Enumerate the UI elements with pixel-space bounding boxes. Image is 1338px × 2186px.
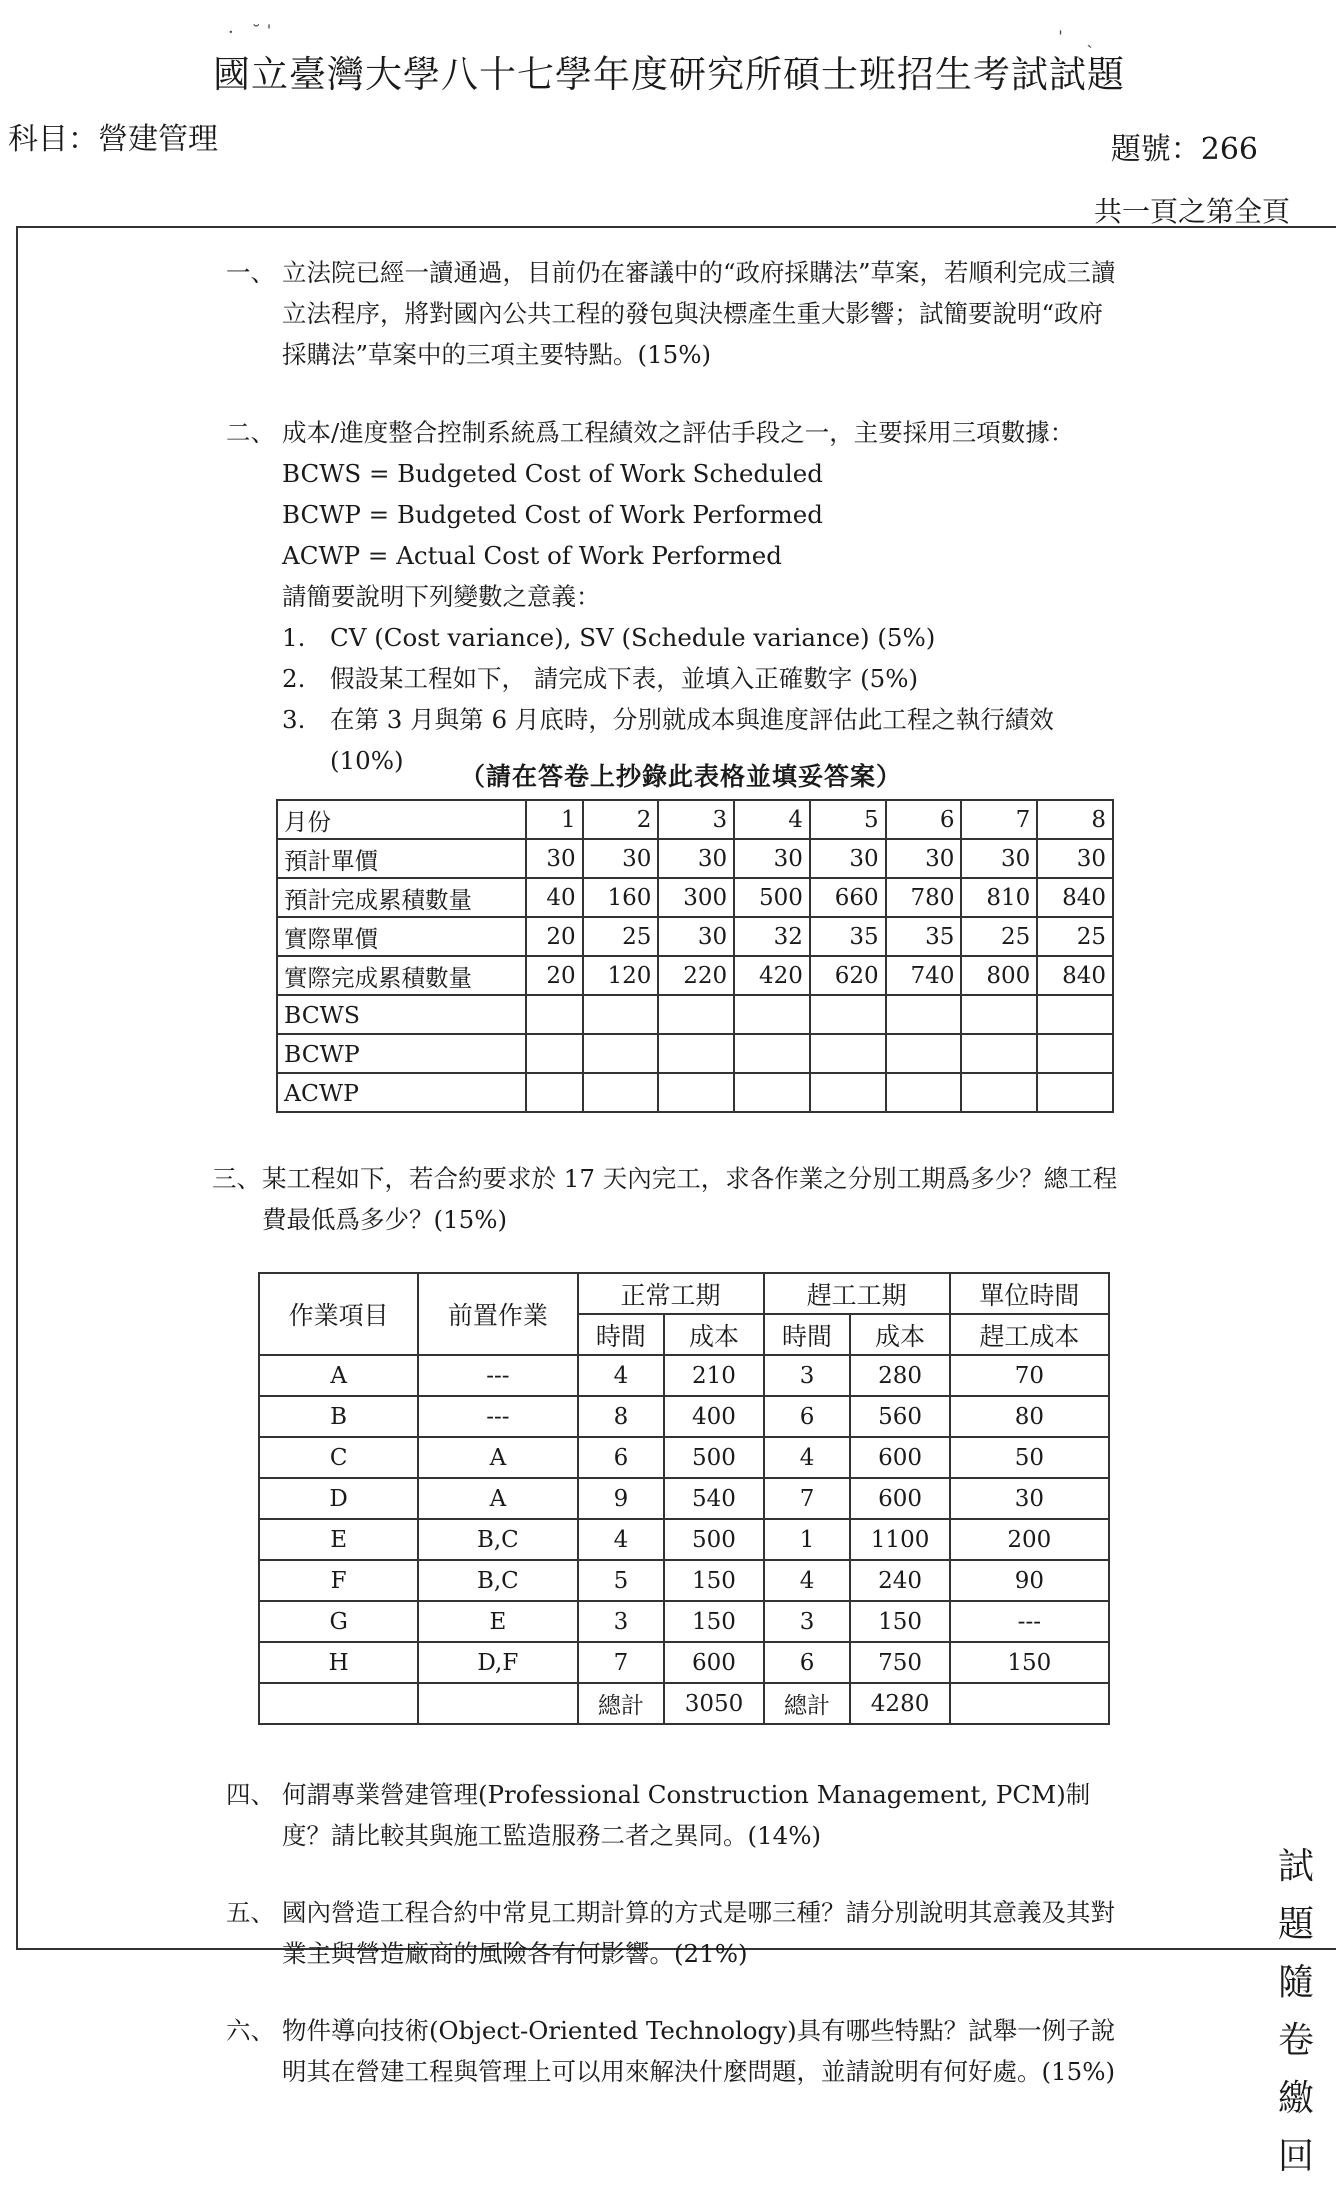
table-cell: 30 xyxy=(1037,839,1113,878)
table-cell xyxy=(526,1034,583,1073)
crashing-table xyxy=(258,1272,1110,1725)
table-cell: 25 xyxy=(1037,917,1113,956)
table-cell: 500 xyxy=(664,1519,763,1560)
table-cell: 6 xyxy=(578,1437,665,1478)
table-cell: 420 xyxy=(734,956,810,995)
table-cell xyxy=(1037,1034,1113,1073)
table-cell: G xyxy=(259,1601,418,1642)
table-cell: 30 xyxy=(886,839,962,878)
row-header: 實際單價 xyxy=(277,917,526,956)
table-cell xyxy=(734,995,810,1034)
table-cell xyxy=(950,1683,1109,1724)
table-cell: 150 xyxy=(850,1601,949,1642)
question-2-ask: 請簡要說明下列變數之意義： xyxy=(282,582,601,611)
col-header-unit: 單位時間 xyxy=(950,1273,1109,1314)
table-cell: E xyxy=(259,1519,418,1560)
table-cell: 50 xyxy=(950,1437,1109,1478)
table-cell: 240 xyxy=(850,1560,949,1601)
question-1-text: 立法院已經一讀通過，目前仍在審議中的“政府採購法”草案，若順利完成三讀立法程序，將對國內公共工程的發包與決標產生重大影響；試簡要說明“政府採購法”草案中的三項主要特點。(15%) xyxy=(282,258,1116,369)
table-cell xyxy=(810,995,886,1034)
definition-bcwp: BCWP = Budgeted Cost of Work Performed xyxy=(282,500,823,529)
total-label-normal: 總計 xyxy=(578,1683,665,1724)
table-row xyxy=(259,1355,1109,1396)
question-2-number: 二、 xyxy=(226,418,275,447)
table-cell: B,C xyxy=(418,1560,577,1601)
table-cell: 220 xyxy=(658,956,734,995)
table-row xyxy=(277,956,1113,995)
question-4-number: 四、 xyxy=(226,1780,275,1809)
table-cell: 25 xyxy=(583,917,659,956)
table-cell: 35 xyxy=(886,917,962,956)
subitem-2: 2. 假設某工程如下， 請完成下表，並填入正確數字 (5%) xyxy=(282,664,919,693)
question-2 xyxy=(226,412,1122,781)
table-cell: B,C xyxy=(418,1519,577,1560)
table-cell xyxy=(810,1034,886,1073)
table-cell: 30 xyxy=(658,839,734,878)
table-cell: 150 xyxy=(664,1560,763,1601)
table-cell: 6 xyxy=(764,1642,851,1683)
row-header: 實際完成累積數量 xyxy=(277,956,526,995)
table-cell: --- xyxy=(418,1355,577,1396)
table-cell: 280 xyxy=(850,1355,949,1396)
question-5-number: 五、 xyxy=(226,1898,275,1927)
table-cell: 800 xyxy=(961,956,1037,995)
col-header-crash: 趕工工期 xyxy=(764,1273,950,1314)
table-cell: F xyxy=(259,1560,418,1601)
definition-bcws: BCWS = Budgeted Cost of Work Scheduled xyxy=(282,459,823,488)
row-header: 預計完成累積數量 xyxy=(277,878,526,917)
table-cell: 8 xyxy=(578,1396,665,1437)
return-with-paper-note: 試 題 隨 卷 繳 回 xyxy=(1277,1846,1314,2177)
table-cell xyxy=(526,995,583,1034)
col-header-normal: 正常工期 xyxy=(578,1273,764,1314)
table-row xyxy=(259,1396,1109,1437)
table-cell: 8 xyxy=(1037,800,1113,839)
table-cell: 500 xyxy=(664,1437,763,1478)
table-row xyxy=(277,800,1113,839)
scan-speck-mark: · ˘ ˈ xyxy=(228,22,272,43)
table-cell xyxy=(259,1683,418,1724)
table-cell xyxy=(961,995,1037,1034)
table-cell xyxy=(526,1073,583,1112)
question-4 xyxy=(226,1774,1122,1856)
table-cell: 4 xyxy=(764,1560,851,1601)
table-cell xyxy=(418,1683,577,1724)
table-cell xyxy=(583,995,659,1034)
table-cell: 840 xyxy=(1037,956,1113,995)
table-cell: 120 xyxy=(583,956,659,995)
total-label-crash: 總計 xyxy=(764,1683,851,1724)
table-cell xyxy=(886,995,962,1034)
table-row xyxy=(277,839,1113,878)
row-header: BCWP xyxy=(277,1034,526,1073)
table-cell xyxy=(886,1034,962,1073)
table-cell: 70 xyxy=(950,1355,1109,1396)
table-row xyxy=(277,1073,1113,1112)
table-cell: 30 xyxy=(950,1478,1109,1519)
question-5 xyxy=(226,1892,1122,1974)
table-cell: --- xyxy=(950,1601,1109,1642)
table-cell: 4 xyxy=(578,1519,665,1560)
total-crash-cost: 4280 xyxy=(850,1683,949,1724)
table-cell xyxy=(658,995,734,1034)
table-cell: 150 xyxy=(664,1601,763,1642)
table-cell xyxy=(734,1034,810,1073)
question-number: 題號：266 xyxy=(1110,132,1258,167)
table-cell: 600 xyxy=(664,1642,763,1683)
table-cell: A xyxy=(259,1355,418,1396)
table-cell: 160 xyxy=(583,878,659,917)
table-cell: 620 xyxy=(810,956,886,995)
table-row xyxy=(259,1519,1109,1560)
table-cell: B xyxy=(259,1396,418,1437)
definition-acwp: ACWP = Actual Cost of Work Performed xyxy=(282,541,782,570)
subitem-1: 1. CV (Cost variance), SV (Schedule variance) (5%) xyxy=(282,623,936,652)
question-3 xyxy=(212,1158,1122,1240)
col-header-activity: 作業項目 xyxy=(259,1273,418,1355)
table-cell: D xyxy=(259,1478,418,1519)
table-cell: 40 xyxy=(526,878,583,917)
table-cell: 780 xyxy=(886,878,962,917)
table-cell: 740 xyxy=(886,956,962,995)
col-header-normal-cost: 成本 xyxy=(664,1314,763,1355)
table-row xyxy=(277,917,1113,956)
table-cell: 400 xyxy=(664,1396,763,1437)
question-1-number: 一、 xyxy=(226,258,275,287)
table-cell: E xyxy=(418,1601,577,1642)
table-cell: 3 xyxy=(658,800,734,839)
table-cell: 30 xyxy=(658,917,734,956)
table-cell: 4 xyxy=(764,1437,851,1478)
table-cell xyxy=(886,1073,962,1112)
table-row xyxy=(259,1437,1109,1478)
table-cell: A xyxy=(418,1437,577,1478)
table-cell xyxy=(583,1034,659,1073)
table-cell: 150 xyxy=(950,1642,1109,1683)
question-1 xyxy=(226,252,1122,375)
table-cell: 6 xyxy=(764,1396,851,1437)
page-info: 共一頁之第全頁 xyxy=(1093,195,1290,228)
col-header-normal-time: 時間 xyxy=(578,1314,665,1355)
table-cell: 5 xyxy=(578,1560,665,1601)
table-cell: 80 xyxy=(950,1396,1109,1437)
table-cell: 660 xyxy=(810,878,886,917)
table-cell: 7 xyxy=(578,1642,665,1683)
table-cell: 90 xyxy=(950,1560,1109,1601)
question-3-text: 某工程如下，若合約要求於 17 天內完工，求各作業之分別工期爲多少？總工程費最低爲多少？(15%) xyxy=(262,1164,1118,1234)
table-caption: （請在答卷上抄錄此表格並填妥答案） xyxy=(460,762,903,791)
table-cell: 600 xyxy=(850,1437,949,1478)
table-cell: 4 xyxy=(578,1355,665,1396)
table-cell: 300 xyxy=(658,878,734,917)
col-header-crash-cost: 成本 xyxy=(850,1314,949,1355)
table-cell: 1 xyxy=(526,800,583,839)
exam-title: 國立臺灣大學八十七學年度研究所碩士班招生考試試題 xyxy=(213,53,1125,96)
col-header-unit-cost: 趕工成本 xyxy=(950,1314,1109,1355)
table-cell: 32 xyxy=(734,917,810,956)
table-row xyxy=(277,995,1113,1034)
table-cell: 1100 xyxy=(850,1519,949,1560)
table-cell: 4 xyxy=(734,800,810,839)
scan-speck-mark: ˈ ˎ xyxy=(1058,28,1093,49)
table-cell: 1 xyxy=(764,1519,851,1560)
table-cell: 3 xyxy=(764,1601,851,1642)
subject-label: 科目：營建管理 xyxy=(8,122,218,157)
table-cell: 20 xyxy=(526,917,583,956)
table-cell: --- xyxy=(418,1396,577,1437)
row-header: ACWP xyxy=(277,1073,526,1112)
table-cell xyxy=(734,1073,810,1112)
table-cell: 30 xyxy=(961,839,1037,878)
table-cell xyxy=(961,1073,1037,1112)
table-cell: 210 xyxy=(664,1355,763,1396)
earned-value-table xyxy=(276,799,1114,1113)
table-cell: 7 xyxy=(764,1478,851,1519)
table-cell: A xyxy=(418,1478,577,1519)
question-6-number: 六、 xyxy=(226,2016,275,2045)
table-cell xyxy=(1037,995,1113,1034)
table-cell xyxy=(583,1073,659,1112)
table-cell: H xyxy=(259,1642,418,1683)
table-cell: 30 xyxy=(810,839,886,878)
col-header-predecessor: 前置作業 xyxy=(418,1273,577,1355)
table-row xyxy=(277,878,1113,917)
table-cell: 2 xyxy=(583,800,659,839)
row-header: BCWS xyxy=(277,995,526,1034)
col-header-crash-time: 時間 xyxy=(764,1314,851,1355)
table-cell: 35 xyxy=(810,917,886,956)
question-2-intro: 成本/進度整合控制系統爲工程績效之評估手段之一，主要採用三項數據： xyxy=(282,418,1075,447)
table-cell: 5 xyxy=(810,800,886,839)
table-cell xyxy=(961,1034,1037,1073)
question-4-text: 何謂專業營建管理(Professional Construction Management, PCM)制度？請比較其與施工監造服務二者之異同。(14%) xyxy=(282,1780,1091,1850)
question-6 xyxy=(226,2010,1122,2092)
table-cell: 30 xyxy=(734,839,810,878)
table-cell xyxy=(658,1073,734,1112)
subitem-3: 3. 在第 3 月與第 6 月底時，分別就成本與進度評估此工程之執行績效 (10%) xyxy=(282,705,1054,775)
table-cell: 30 xyxy=(583,839,659,878)
table-cell: C xyxy=(259,1437,418,1478)
table-cell: 500 xyxy=(734,878,810,917)
row-header: 月份 xyxy=(277,800,526,839)
table-row xyxy=(259,1601,1109,1642)
table-cell: 810 xyxy=(961,878,1037,917)
table-row xyxy=(259,1642,1109,1683)
table-cell xyxy=(1037,1073,1113,1112)
table-cell: 200 xyxy=(950,1519,1109,1560)
total-normal-cost: 3050 xyxy=(664,1683,763,1724)
table-cell xyxy=(658,1034,734,1073)
table-cell: 600 xyxy=(850,1478,949,1519)
question-6-text: 物件導向技術(Object-Oriented Technology)具有哪些特點？試舉一例子說明其在營建工程與管理上可以用來解決什麼問題，並請說明有何好處。(15%) xyxy=(282,2016,1116,2086)
table-cell: 6 xyxy=(886,800,962,839)
table-row xyxy=(259,1478,1109,1519)
table-cell: 7 xyxy=(961,800,1037,839)
table-cell xyxy=(810,1073,886,1112)
table-cell: 20 xyxy=(526,956,583,995)
table-row xyxy=(259,1560,1109,1601)
table-cell: 750 xyxy=(850,1642,949,1683)
question-3-number: 三、 xyxy=(212,1164,261,1193)
table-cell: 560 xyxy=(850,1396,949,1437)
table-cell: 30 xyxy=(526,839,583,878)
question-5-text: 國內營造工程合約中常見工期計算的方式是哪三種？請分別說明其意義及其對業主與營造廠商的風險各有何影響。(21%) xyxy=(282,1898,1115,1968)
row-header: 預計單價 xyxy=(277,839,526,878)
table-cell: 3 xyxy=(578,1601,665,1642)
table-row xyxy=(277,1034,1113,1073)
table-cell: 9 xyxy=(578,1478,665,1519)
table-cell: 540 xyxy=(664,1478,763,1519)
table-cell: 25 xyxy=(961,917,1037,956)
table-cell: D,F xyxy=(418,1642,577,1683)
table-cell: 840 xyxy=(1037,878,1113,917)
table-cell: 3 xyxy=(764,1355,851,1396)
